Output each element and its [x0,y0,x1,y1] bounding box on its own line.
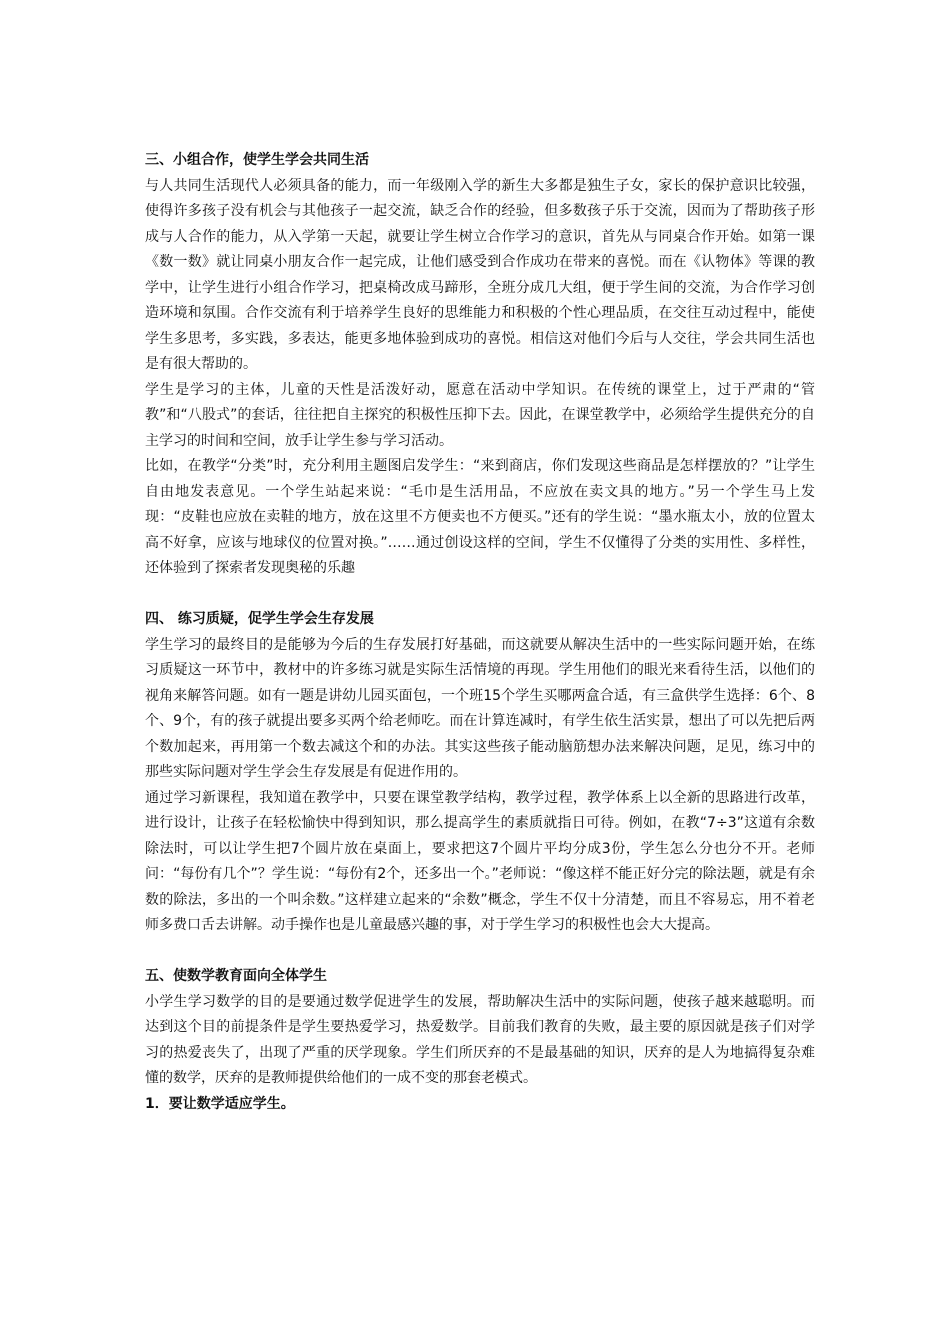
section-3-paragraph-3: 比如，在教学“分类”时，充分利用主题图启发学生：“来到商店，你们发现这些商品是怎样摆放的？”让学生自由地发表意见。一个学生站起来说：“毛巾是生活用品，不应放在卖文具的地方。”另一个学生马上发现：“皮鞋也应放在卖鞋的地方，放在这里不方便卖也不方便买。”还有的学生说：“墨水瓶太小，放的位置太高不好拿，应该与地球仪的位置对换。”……通过创设这样的空间，学生不仅懂得了分类的实用性、多样性，还体验到了探索者发现奥秘的乐趣 [145,458,815,576]
section-5-subheading: 1．要让数学适应学生。 [145,1095,295,1112]
section-4-paragraph-2: 通过学习新课程，我知道在教学中，只要在课堂教学结构，教学过程，教学体系上以全新的思路进行改革，进行设计，让孩子在轻松愉快中得到知识，那么提高学生的素质就指日可待。例如，在教“7÷3”这道有余数除法时，可以让学生把7个圆片放在桌面上，要求把这7个圆片平均分成3份，学生怎么分也分不开。老师问：“每份有几个”？学生说：“每份有2个，还多出一个。”老师说：“像这样不能正好分完的除法题，就是有余数的除法，多出的一个叫余数。”这样建立起来的“余数”概念，学生不仅十分清楚，而且不容易忘，用不着老师多费口舌去讲解。动手操作也是儿童最感兴趣的事，对于学生学习的积极性也会大大提高。 [145,789,815,933]
section-3-heading: 三、小组合作，使学生学会共同生活 [145,152,369,168]
section-3-paragraph-2: 学生是学习的主体，儿童的天性是活泼好动，愿意在活动中学知识。在传统的课堂上，过于严肃的“管教”和“八股式”的套话，往往把自主探究的积极性压抑下去。因此，在课堂教学中，必须给学生提供充分的自主学习的时间和空间，放手让学生参与学习活动。 [145,381,815,449]
section-5-paragraph-1: 小学生学习数学的目的是要通过数学促进学生的发展，帮助解决生活中的实际问题，使孩子越来越聪明。而达到这个目的前提条件是学生要热爱学习，热爱数学。目前我们教育的失败，最主要的原因就是孩子们对学习的热爱丧失了，出现了严重的厌学现象。学生们所厌弃的不是最基础的知识，厌弃的是人为地搞得复杂难懂的数学，厌弃的是教师提供给他们的一成不变的那套老模式。 [145,993,815,1086]
paragraph-gap [145,939,815,965]
section-4-heading: 四、 练习质疑，促学生学会生存发展 [145,611,374,627]
paragraph-gap [145,582,815,608]
section-4-paragraph-1: 学生学习的最终目的是能够为今后的生存发展打好基础，而这就要从解决生活中的一些实际问题开始，在练习质疑这一环节中，教材中的许多练习就是实际生活情境的再现。学生用他们的眼光来看待生活，以他们的视角来解答问题。如有一题是讲幼儿园买面包，一个班15个学生买哪两盒合适，有三盒供学生选择：6个、8个、9个，有的孩子就提出要多买两个给老师吃。而在计算连减时，有学生依生活实景，想出了可以先把后两个数加起来，再用第一个数去减这个和的办法。其实这些孩子能动脑筋想办法来解决问题，足见，练习中的那些实际问题对学生学会生存发展是有促进作用的。 [145,636,815,780]
section-5-heading: 五、使数学教育面向全体学生 [145,968,327,984]
document-body [145,148,815,1117]
section-3-paragraph-1: 与人共同生活现代人必须具备的能力，而一年级刚入学的新生大多都是独生子女，家长的保护意识比较强，使得许多孩子没有机会与其他孩子一起交流，缺乏合作的经验，但多数孩子乐于交流，因而为了帮助孩子形成与人合作的能力，从入学第一天起，就要让学生树立合作学习的意识，首先从与同桌合作开始。如第一课《数一数》就让同桌小朋友合作一起完成，让他们感受到合作成功在带来的喜悦。而在《认物体》等课的教学中，让学生进行小组合作学习，把桌椅改成马蹄形，全班分成几大组，便于学生间的交流，为合作学习创造环境和氛围。合作交流有利于培养学生良好的思维能力和积极的个性心理品质，在交往互动过程中，能使学生多思考，多实践，多表达，能更多地体验到成功的喜悦。相信这对他们今后与人交往，学会共同生活也是有很大帮助的。 [145,177,815,372]
